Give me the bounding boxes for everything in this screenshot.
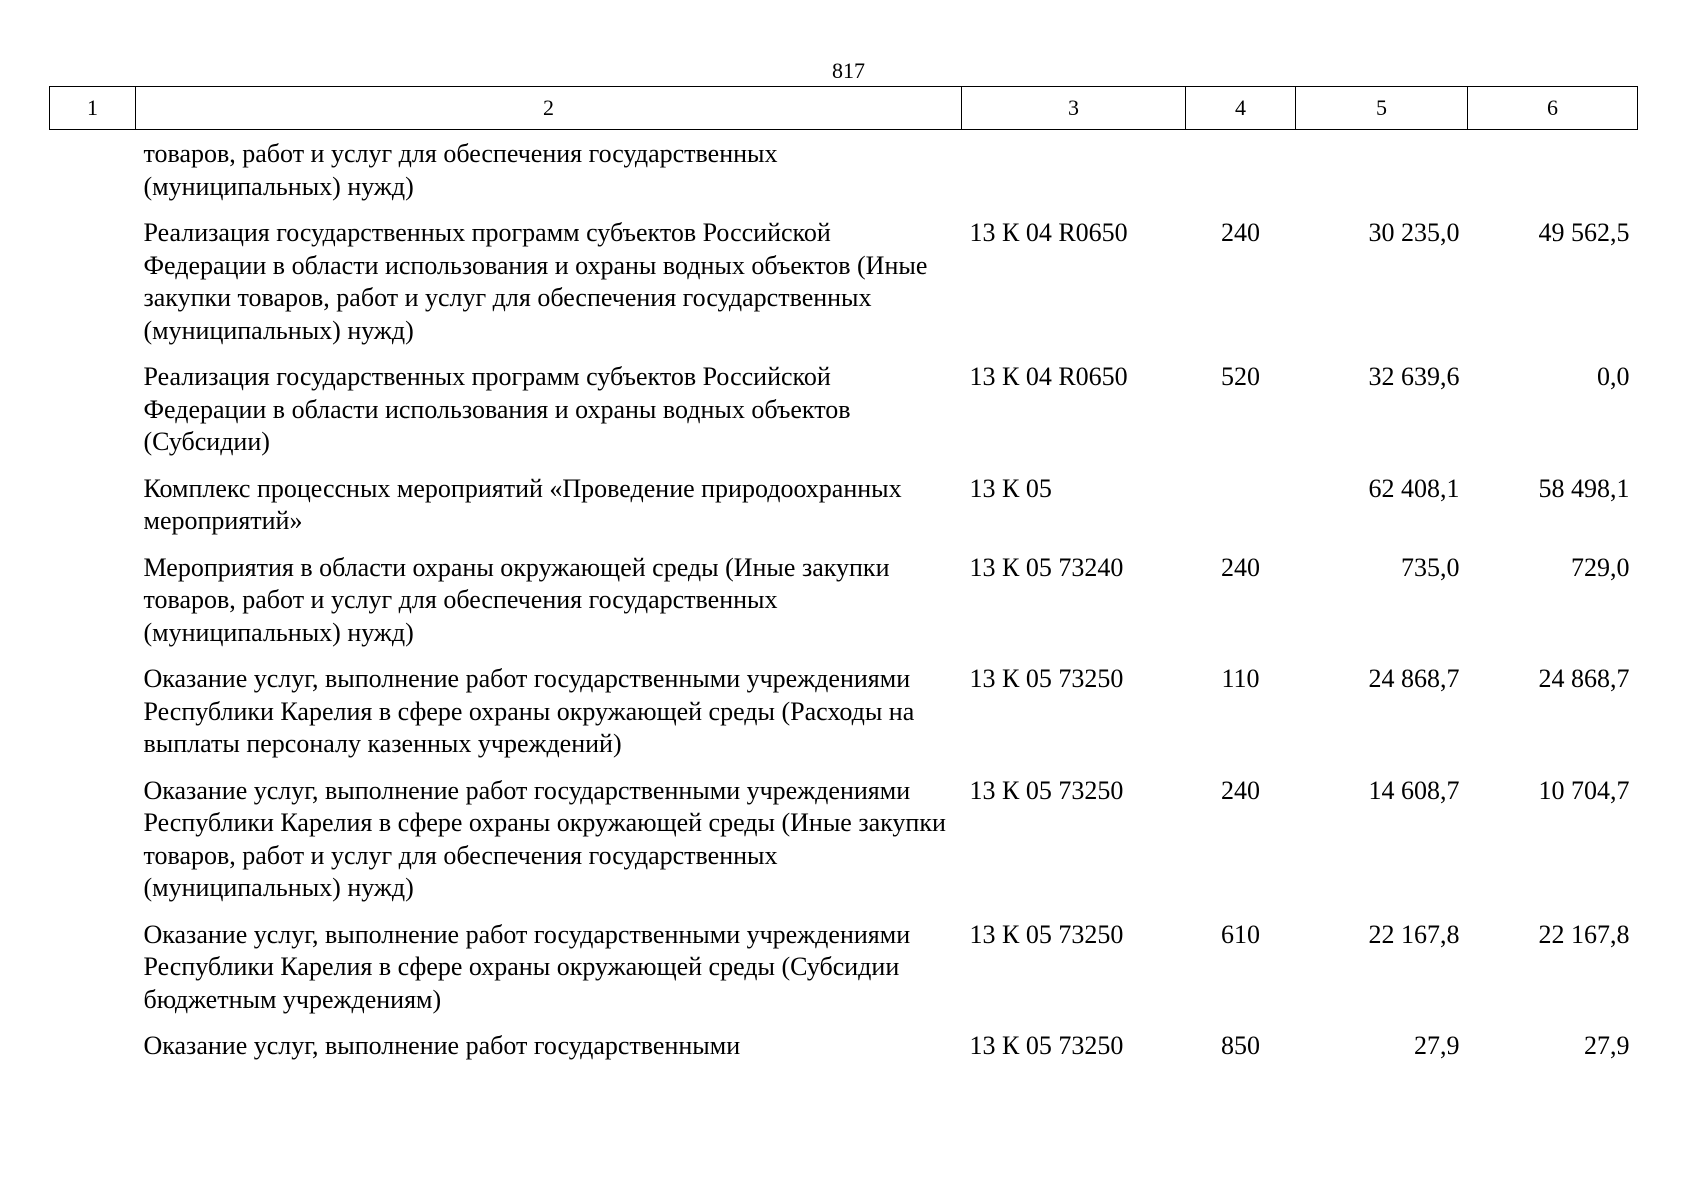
value6-cell bbox=[1468, 130, 1638, 218]
budget-table bbox=[49, 86, 1638, 1077]
value5-cell: 735,0 bbox=[1401, 552, 1460, 582]
header-col-4: 4 bbox=[1186, 87, 1296, 130]
value5-cell: 22 167,8 bbox=[1368, 919, 1460, 949]
value6-cell: 24 868,7 bbox=[1538, 664, 1630, 693]
code-cell: 13 К 05 73250 bbox=[969, 775, 1124, 805]
value6-cell: 49 562,5 bbox=[1538, 218, 1630, 247]
row-number-cell bbox=[50, 663, 136, 775]
value6-cell: 0,0 bbox=[1597, 362, 1630, 391]
description-cell: Реализация государственных программ субъектов Российской Федерации в области использования и охраны водных объектов (Субсидии) bbox=[143, 362, 851, 456]
value6-cell: 729,0 bbox=[1571, 552, 1630, 582]
table-body bbox=[50, 130, 1638, 1077]
code-cell: 13 К 04 R0650 bbox=[969, 362, 1128, 391]
type-cell: 520 bbox=[1221, 362, 1260, 391]
row-number-cell bbox=[50, 217, 136, 361]
header-col-2: 2 bbox=[136, 87, 962, 130]
table-row bbox=[50, 130, 1638, 218]
value5-cell: 27,9 bbox=[1414, 1031, 1460, 1060]
value6-cell: 10 704,7 bbox=[1538, 775, 1630, 805]
value5-cell: 32 639,6 bbox=[1368, 362, 1460, 391]
description-cell: Оказание услуг, выполнение работ государственными учреждениями Республики Карелия в сфере охраны окружающей среды (Субсидии бюджетным учреждениям) bbox=[143, 919, 911, 1014]
value5-cell bbox=[1296, 130, 1468, 218]
description-cell: Оказание услуг, выполнение работ государственными учреждениями Республики Карелия в сфере охраны окружающей среды (Иные закупки товаров, работ и услуг для обеспечения государственных (муниципальных) нужд) bbox=[143, 775, 946, 902]
table-row bbox=[50, 775, 1638, 919]
row-number-cell bbox=[50, 919, 136, 1031]
description-cell: Комплекс процессных мероприятий «Проведение природоохранных мероприятий» bbox=[143, 473, 902, 535]
table-row bbox=[50, 1030, 1638, 1077]
row-number-cell bbox=[50, 361, 136, 473]
table-row bbox=[50, 473, 1638, 552]
type-cell bbox=[1186, 473, 1296, 552]
row-number-cell bbox=[50, 473, 136, 552]
description-cell: Оказание услуг, выполнение работ государственными bbox=[143, 1031, 741, 1060]
type-cell: 610 bbox=[1221, 919, 1260, 949]
table-row bbox=[50, 919, 1638, 1031]
value6-cell: 58 498,1 bbox=[1538, 473, 1630, 503]
value5-cell: 62 408,1 bbox=[1368, 473, 1460, 503]
type-cell: 240 bbox=[1221, 552, 1260, 582]
type-cell: 240 bbox=[1221, 218, 1260, 247]
header-col-6: 6 bbox=[1468, 87, 1638, 130]
code-cell: 13 К 05 73240 bbox=[969, 552, 1124, 582]
type-cell: 850 bbox=[1221, 1031, 1260, 1060]
table-header bbox=[50, 87, 1638, 130]
header-col-3: 3 bbox=[962, 87, 1186, 130]
table-row bbox=[50, 361, 1638, 473]
row-number-cell bbox=[50, 552, 136, 664]
description-cell: Мероприятия в области охраны окружающей среды (Иные закупки товаров, работ и услуг для обеспечения государственных (муниципальных) нужд) bbox=[143, 552, 890, 647]
type-cell: 240 bbox=[1221, 775, 1260, 805]
value5-cell: 14 608,7 bbox=[1368, 775, 1460, 805]
code-cell bbox=[962, 130, 1186, 218]
value5-cell: 24 868,7 bbox=[1368, 664, 1460, 693]
type-cell: 110 bbox=[1221, 664, 1260, 693]
value6-cell: 22 167,8 bbox=[1538, 919, 1630, 949]
header-row bbox=[50, 87, 1638, 130]
description-cell: Реализация государственных программ субъектов Российской Федерации в области использования и охраны водных объектов (Иные закупки товаров, работ и услуг для обеспечения государственных (муниципальных) нужд) bbox=[143, 218, 928, 345]
value6-cell: 27,9 bbox=[1584, 1031, 1630, 1060]
row-number-cell bbox=[50, 1030, 136, 1077]
code-cell: 13 К 04 R0650 bbox=[969, 218, 1128, 247]
header-col-1: 1 bbox=[50, 87, 136, 130]
table-row bbox=[50, 663, 1638, 775]
code-cell: 13 К 05 73250 bbox=[969, 664, 1124, 693]
code-cell: 13 К 05 73250 bbox=[969, 1031, 1124, 1060]
header-col-5: 5 bbox=[1296, 87, 1468, 130]
code-cell: 13 К 05 73250 bbox=[969, 919, 1124, 949]
table-row bbox=[50, 217, 1638, 361]
description-cell: Оказание услуг, выполнение работ государственными учреждениями Республики Карелия в сфере охраны окружающей среды (Расходы на выплаты персоналу казенных учреждений) bbox=[143, 664, 915, 758]
type-cell bbox=[1186, 130, 1296, 218]
row-number-cell bbox=[50, 775, 136, 919]
value5-cell: 30 235,0 bbox=[1368, 218, 1460, 247]
row-number-cell bbox=[50, 130, 136, 218]
description-cell: товаров, работ и услуг для обеспечения государственных (муниципальных) нужд) bbox=[143, 139, 778, 201]
page-number: 817 bbox=[832, 58, 865, 83]
table-row bbox=[50, 552, 1638, 664]
code-cell: 13 К 05 bbox=[969, 473, 1052, 503]
